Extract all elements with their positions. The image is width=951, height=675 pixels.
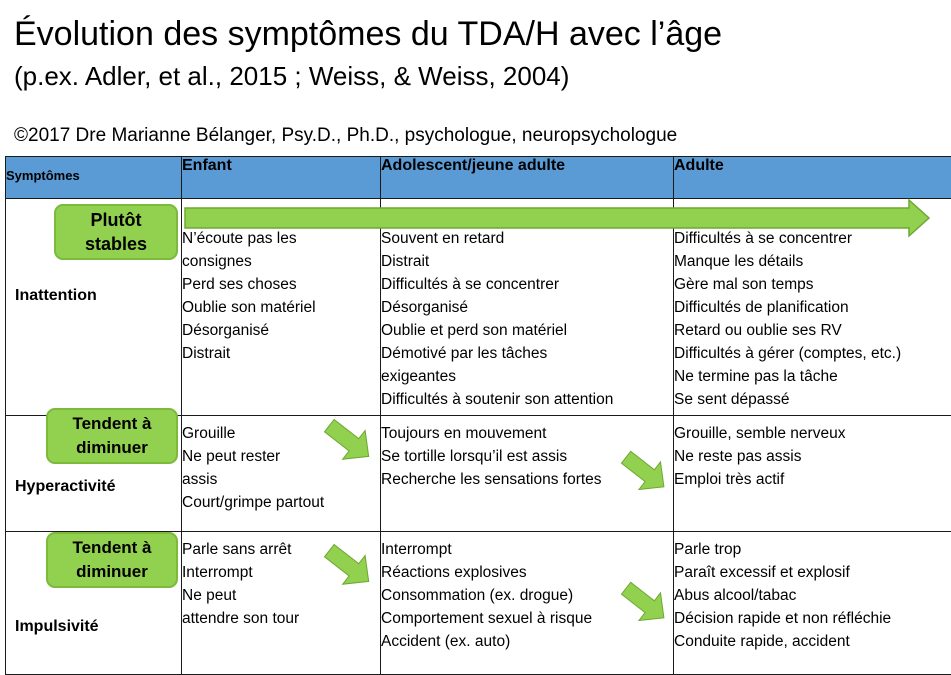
list-item: Emploi très actif: [674, 468, 951, 491]
list-item: Ne reste pas assis: [674, 445, 951, 468]
list-item: exigeantes: [381, 365, 673, 388]
list-item: Conduite rapide, accident: [674, 630, 951, 653]
list-item: Grouille: [182, 422, 380, 445]
list-item: Désorganisé: [381, 296, 673, 319]
list-item: Parle trop: [674, 538, 951, 561]
list-item: Difficultés à gérer (comptes, etc.): [674, 342, 951, 365]
list-item: Retard ou oublie ses RV: [674, 319, 951, 342]
list-item: Se tortille lorsqu’il est assis: [381, 445, 673, 468]
table-header-row: [6, 157, 951, 199]
list-item: Accident (ex. auto): [381, 630, 673, 653]
stable-tag: [54, 204, 178, 260]
column-header-enfant: Enfant: [182, 157, 381, 199]
list-item: Interrompt: [182, 561, 380, 584]
decrease-arrow-icon: [612, 578, 678, 628]
row-label-impulsivite: Impulsivité: [15, 618, 99, 636]
decrease-tag-line1: Tendent à: [72, 536, 151, 560]
list-item: Manque les détails: [674, 250, 951, 273]
list-item: Parle sans arrêt: [182, 538, 380, 561]
cell-hyperactivite-adulte: [674, 416, 951, 532]
decrease-tag-line2: diminuer: [72, 436, 151, 460]
decrease-arrow-icon: [315, 415, 383, 467]
list-item: Recherche les sensations fortes: [381, 468, 673, 491]
stable-tag-line1: Plutôt: [85, 208, 147, 232]
decrease-tag-impulsivite: [46, 532, 178, 588]
list-item: Distrait: [182, 342, 380, 365]
list-item: attendre son tour: [182, 607, 380, 630]
list-item: Consommation (ex. drogue): [381, 584, 673, 607]
column-header-adulte: Adulte: [674, 157, 951, 199]
cell-impulsivite-adulte: [674, 532, 951, 675]
row-label-hyperactivite: Hyperactivité: [15, 478, 116, 496]
list-item: Ne peut rester: [182, 445, 380, 468]
stable-arrow-icon: [183, 198, 933, 238]
list-item: Comportement sexuel à risque: [381, 607, 673, 630]
decrease-tag-line1: Tendent à: [72, 412, 151, 436]
list-item: assis: [182, 468, 380, 491]
list-item: Souvent en retard: [381, 227, 673, 250]
list-item: Réactions explosives: [381, 561, 673, 584]
list-item: Perd ses choses: [182, 273, 380, 296]
list-item: Difficultés à soutenir son attention: [381, 388, 673, 411]
list-item: Grouille, semble nerveux: [674, 422, 951, 445]
page-subtitle: (p.ex. Adler, et al., 2015 ; Weiss, & Weiss, 2004): [14, 60, 569, 92]
decrease-tag-line2: diminuer: [72, 560, 151, 584]
list-item: Difficultés de planification: [674, 296, 951, 319]
column-header-symptomes: Symptômes: [6, 157, 182, 199]
list-item: Paraît excessif et explosif: [674, 561, 951, 584]
list-item: Interrompt: [381, 538, 673, 561]
decrease-arrow-icon: [612, 447, 678, 497]
list-item: Se sent dépassé: [674, 388, 951, 411]
list-item: Désorganisé: [182, 319, 380, 342]
copyright-line: ©2017 Dre Marianne Bélanger, Psy.D., Ph.D., psychologue, neuropsychologue: [14, 123, 677, 149]
list-item: Oublie et perd son matériel: [381, 319, 673, 342]
column-header-ado: Adolescent/jeune adulte: [381, 157, 674, 199]
list-item: Ne peut: [182, 584, 380, 607]
list-item: Difficultés à se concentrer: [674, 227, 951, 250]
list-item: Difficultés à se concentrer: [381, 273, 673, 296]
list-item: consignes: [182, 250, 380, 273]
list-item: Distrait: [381, 250, 673, 273]
stable-tag-line2: stables: [85, 232, 147, 256]
list-item: Ne termine pas la tâche: [674, 365, 951, 388]
list-item: Oublie son matériel: [182, 296, 380, 319]
list-item: Décision rapide et non réfléchie: [674, 607, 951, 630]
page-title: Évolution des symptômes du TDA/H avec l’âge: [14, 14, 722, 54]
decrease-tag-hyperactivite: [46, 408, 178, 464]
list-item: Gère mal son temps: [674, 273, 951, 296]
decrease-arrow-icon: [315, 540, 383, 592]
list-item: Démotivé par les tâches: [381, 342, 673, 365]
list-item: N’écoute pas les: [182, 227, 380, 250]
list-item: Toujours en mouvement: [381, 422, 673, 445]
row-label-inattention: Inattention: [15, 287, 97, 305]
list-item: Court/grimpe partout: [182, 491, 380, 514]
list-item: Abus alcool/tabac: [674, 584, 951, 607]
